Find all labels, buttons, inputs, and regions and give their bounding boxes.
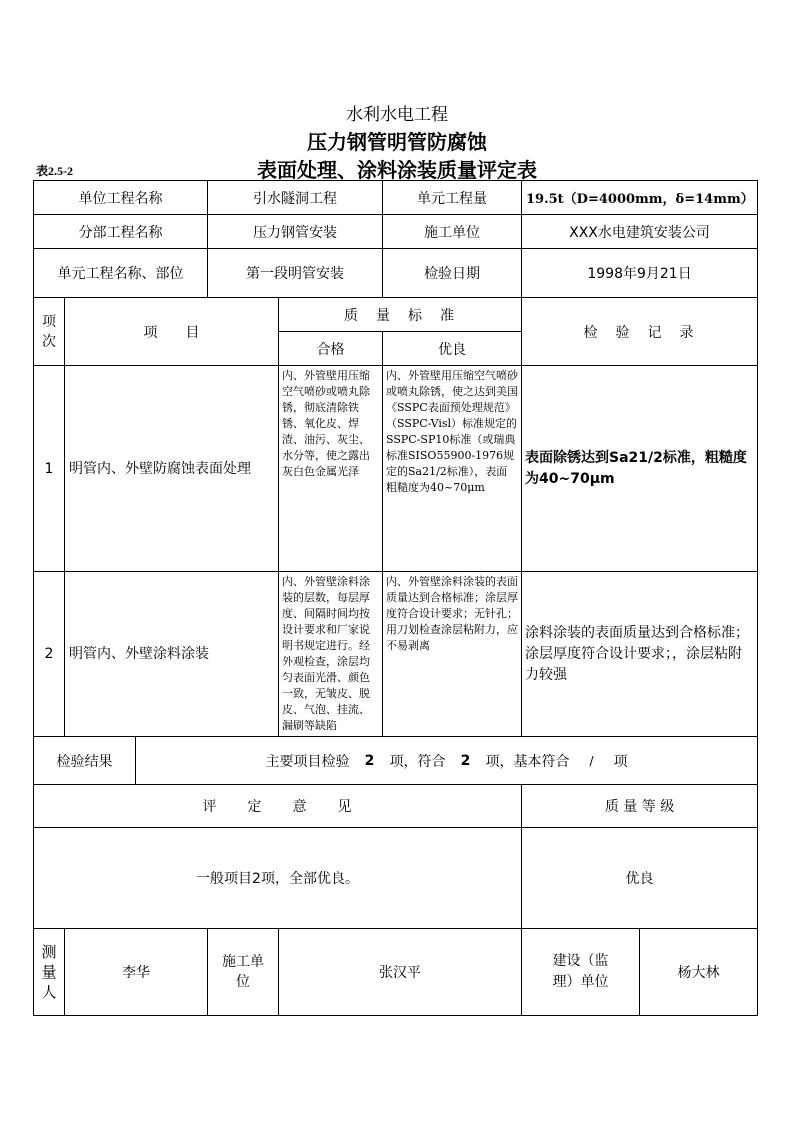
form-number: 表2.5-2	[36, 164, 73, 178]
result-summary	[136, 737, 758, 785]
sub-project-label: 分部工程名称	[34, 215, 208, 249]
supervisor-person: 杨大林	[640, 929, 758, 1016]
result-text2: 项，符合	[389, 753, 446, 770]
result-main-count: 2	[364, 752, 375, 769]
row2-qualified: 内、外管壁涂料涂装的层数，每层厚度、间隔时间均按设计要求和厂家说明书规定进行。经外观检查，涂层均匀表面光滑、颜色一致，无皱皮、脱皮、气泡、挂流、漏刷等缺陷	[279, 572, 383, 737]
opinion-label: 评 定 意 见	[34, 785, 522, 828]
title-category: 水利水电工程	[346, 105, 448, 125]
result-text3: 项，基本符合	[485, 753, 570, 770]
result-text1: 主要项目检验	[265, 753, 350, 770]
result-label-text: 检验结果	[56, 753, 113, 770]
unit-name-label: 单元工程名称、部位	[34, 249, 208, 298]
header-qualified: 合格	[279, 332, 383, 366]
supervisor-label: 建设（监理）单位	[522, 929, 640, 1016]
row1-qualified: 内、外管壁用压缩空气喷砂或喷丸除锈，彻底清除铁锈、氧化皮、焊渣、油污、灰尘、水分等，使之露出灰白色金属光泽	[279, 366, 383, 572]
contractor-sign-label: 施工单位	[208, 929, 279, 1016]
header-seq: 项次	[34, 298, 65, 366]
row2-excellent: 内、外管壁涂料涂装的表面质量达到合格标准；涂层厚度符合设计要求；无针孔；用刀划检查涂层粘附力，应不易剥离	[383, 572, 522, 737]
row1-excellent: 内、外管壁用压缩空气喷砂或喷丸除锈，使之达到美国《SSPC表面预处理规范》（SSPC-Visl）标准规定的SSPC-SP10标准（或瑞典标准SISO55900-1976规定的Sa21/2标准），表面粗糙度为40~70μm	[383, 366, 522, 572]
result-basic-count: /	[589, 753, 594, 768]
result-text4: 项	[613, 753, 628, 770]
row1-item: 明管内、外壁防腐蚀表面处理	[65, 366, 279, 572]
contractor-value: XXX水电建筑安装公司	[522, 215, 758, 249]
grade-label: 质 量 等 级	[522, 785, 758, 828]
sub-project-value: 压力钢管安装	[208, 215, 383, 249]
title-main: 压力钢管明管防腐蚀	[307, 130, 487, 154]
row2-item: 明管内、外壁涂料涂装	[65, 572, 279, 737]
inspector-label: 测量人	[34, 929, 65, 1016]
inspector-name: 李华	[65, 929, 208, 1016]
unit-project-value: 引水隧洞工程	[208, 181, 383, 215]
header-record: 检 验 记 录	[522, 298, 758, 366]
contractor-person: 张汉平	[279, 929, 522, 1016]
title-sub: 表面处理、涂料涂装质量评定表	[257, 158, 537, 182]
row2-seq: 2	[34, 572, 65, 737]
row1-record: 表面除锈达到Sa21/2标准，粗糙度为40~70μm	[522, 366, 758, 572]
unit-name-value: 第一段明管安装	[208, 249, 383, 298]
result-label	[34, 737, 136, 785]
row1-seq: 1	[34, 366, 65, 572]
result-pass-count: 2	[460, 752, 471, 769]
header-standard: 质 量 标 准	[279, 298, 522, 332]
evaluation-table	[33, 180, 758, 1016]
grade-value: 优良	[522, 828, 758, 929]
contractor-label: 施工单位	[383, 215, 522, 249]
inspect-date-value: 1998年9月21日	[522, 249, 758, 298]
unit-quantity-label: 单元工程量	[383, 181, 522, 215]
header-excellent: 优良	[383, 332, 522, 366]
unit-quantity-value: 19.5t（D=4000mm，δ=14mm）	[522, 181, 758, 215]
inspect-date-label: 检验日期	[383, 249, 522, 298]
opinion-value: 一般项目2项，全部优良。	[34, 828, 522, 929]
row2-record: 涂料涂装的表面质量达到合格标准；涂层厚度符合设计要求；，涂层粘附力较强	[522, 572, 758, 737]
header-item: 项 目	[65, 298, 279, 366]
unit-project-label: 单位工程名称	[34, 181, 208, 215]
